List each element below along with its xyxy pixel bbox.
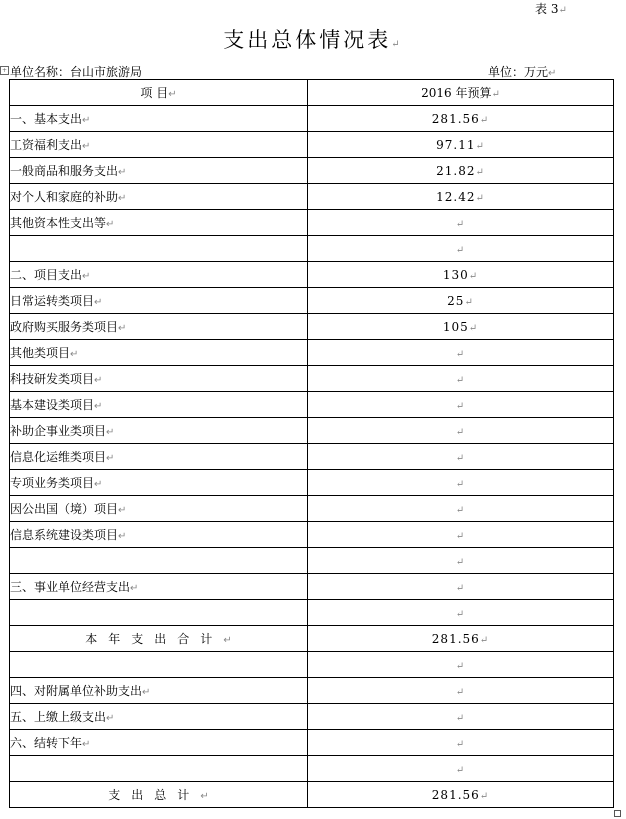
row-label xyxy=(10,236,308,262)
row-value: ↵ xyxy=(308,418,614,444)
unit-label: 单位：万元↵ xyxy=(488,65,557,79)
row-value: ↵ xyxy=(308,756,614,782)
row-label: 日常运转类项目↵ xyxy=(10,288,308,314)
row-value: 281.56↵ xyxy=(308,782,614,808)
row-label xyxy=(10,756,308,782)
row-value: ↵ xyxy=(308,236,614,262)
row-label: 信息系统建设类项目↵ xyxy=(10,522,308,548)
row-value: ↵ xyxy=(308,210,614,236)
table-row xyxy=(10,106,614,132)
row-label: 五、上缴上级支出↵ xyxy=(10,704,308,730)
row-value: 281.56↵ xyxy=(308,626,614,652)
table-row xyxy=(10,288,614,314)
table-row xyxy=(10,366,614,392)
table-number: 表 3↵ xyxy=(535,2,567,16)
row-label: 政府购买服务类项目↵ xyxy=(10,314,308,340)
row-label: 工资福利支出↵ xyxy=(10,132,308,158)
table-row xyxy=(10,704,614,730)
row-value: ↵ xyxy=(308,522,614,548)
row-label xyxy=(10,548,308,574)
table-header-row xyxy=(10,80,614,106)
row-label: 一般商品和服务支出↵ xyxy=(10,158,308,184)
row-label: 补助企事业类项目↵ xyxy=(10,418,308,444)
table-row xyxy=(10,678,614,704)
row-label: 本年支出合计↵ xyxy=(10,626,308,652)
header-budget-cell: 2016 年预算↵ xyxy=(308,80,614,106)
table-row xyxy=(10,236,614,262)
table-row xyxy=(10,522,614,548)
row-label: 科技研发类项目↵ xyxy=(10,366,308,392)
row-label: 二、项目支出↵ xyxy=(10,262,308,288)
row-value: ↵ xyxy=(308,574,614,600)
row-value: 97.11↵ xyxy=(308,132,614,158)
row-value: ↵ xyxy=(308,704,614,730)
row-value: ↵ xyxy=(308,548,614,574)
row-label: 其他类项目↵ xyxy=(10,340,308,366)
row-value: ↵ xyxy=(308,678,614,704)
table-row xyxy=(10,652,614,678)
table-row xyxy=(10,574,614,600)
row-value: 105↵ xyxy=(308,314,614,340)
row-label: 三、事业单位经营支出↵ xyxy=(10,574,308,600)
row-value: 12.42↵ xyxy=(308,184,614,210)
row-label: 六、结转下年↵ xyxy=(10,730,308,756)
page-title: 支出总体情况表↵ xyxy=(223,28,403,52)
table-row xyxy=(10,444,614,470)
expenditure-table xyxy=(9,79,614,808)
table-row xyxy=(10,158,614,184)
row-label: 专项业务类项目↵ xyxy=(10,470,308,496)
header-item-cell: 项 目↵ xyxy=(10,80,308,106)
table-row xyxy=(10,314,614,340)
row-label xyxy=(10,600,308,626)
table-end-marker xyxy=(614,810,621,817)
table-row xyxy=(10,340,614,366)
row-label: 基本建设类项目↵ xyxy=(10,392,308,418)
table-row xyxy=(10,132,614,158)
row-label: 四、对附属单位补助支出↵ xyxy=(10,678,308,704)
row-value: 25↵ xyxy=(308,288,614,314)
row-value: 130↵ xyxy=(308,262,614,288)
unit-name-label: 单位名称：台山市旅游局 xyxy=(10,65,143,79)
table-row xyxy=(10,730,614,756)
row-label: 信息化运维类项目↵ xyxy=(10,444,308,470)
table-row xyxy=(10,418,614,444)
row-label: 因公出国（境）项目↵ xyxy=(10,496,308,522)
row-label: 对个人和家庭的补助↵ xyxy=(10,184,308,210)
table-row xyxy=(10,496,614,522)
table-row xyxy=(10,600,614,626)
row-value: ↵ xyxy=(308,730,614,756)
table-row xyxy=(10,184,614,210)
row-value: 281.56↵ xyxy=(308,106,614,132)
table-row xyxy=(10,262,614,288)
row-value: ↵ xyxy=(308,366,614,392)
row-label: 其他资本性支出等↵ xyxy=(10,210,308,236)
row-value: 21.82↵ xyxy=(308,158,614,184)
table-row-subtotal xyxy=(10,626,614,652)
row-value: ↵ xyxy=(308,652,614,678)
row-value: ↵ xyxy=(308,444,614,470)
row-value: ↵ xyxy=(308,470,614,496)
table-row xyxy=(10,470,614,496)
row-label xyxy=(10,652,308,678)
table-row xyxy=(10,756,614,782)
row-value: ↵ xyxy=(308,496,614,522)
table-anchor-icon: + xyxy=(1,67,8,74)
row-value: ↵ xyxy=(308,340,614,366)
row-label: 一、基本支出↵ xyxy=(10,106,308,132)
table-row-total xyxy=(10,782,614,808)
table-row xyxy=(10,210,614,236)
row-value: ↵ xyxy=(308,600,614,626)
row-label: 支出总计↵ xyxy=(10,782,308,808)
table-row xyxy=(10,548,614,574)
table-row xyxy=(10,392,614,418)
row-value: ↵ xyxy=(308,392,614,418)
